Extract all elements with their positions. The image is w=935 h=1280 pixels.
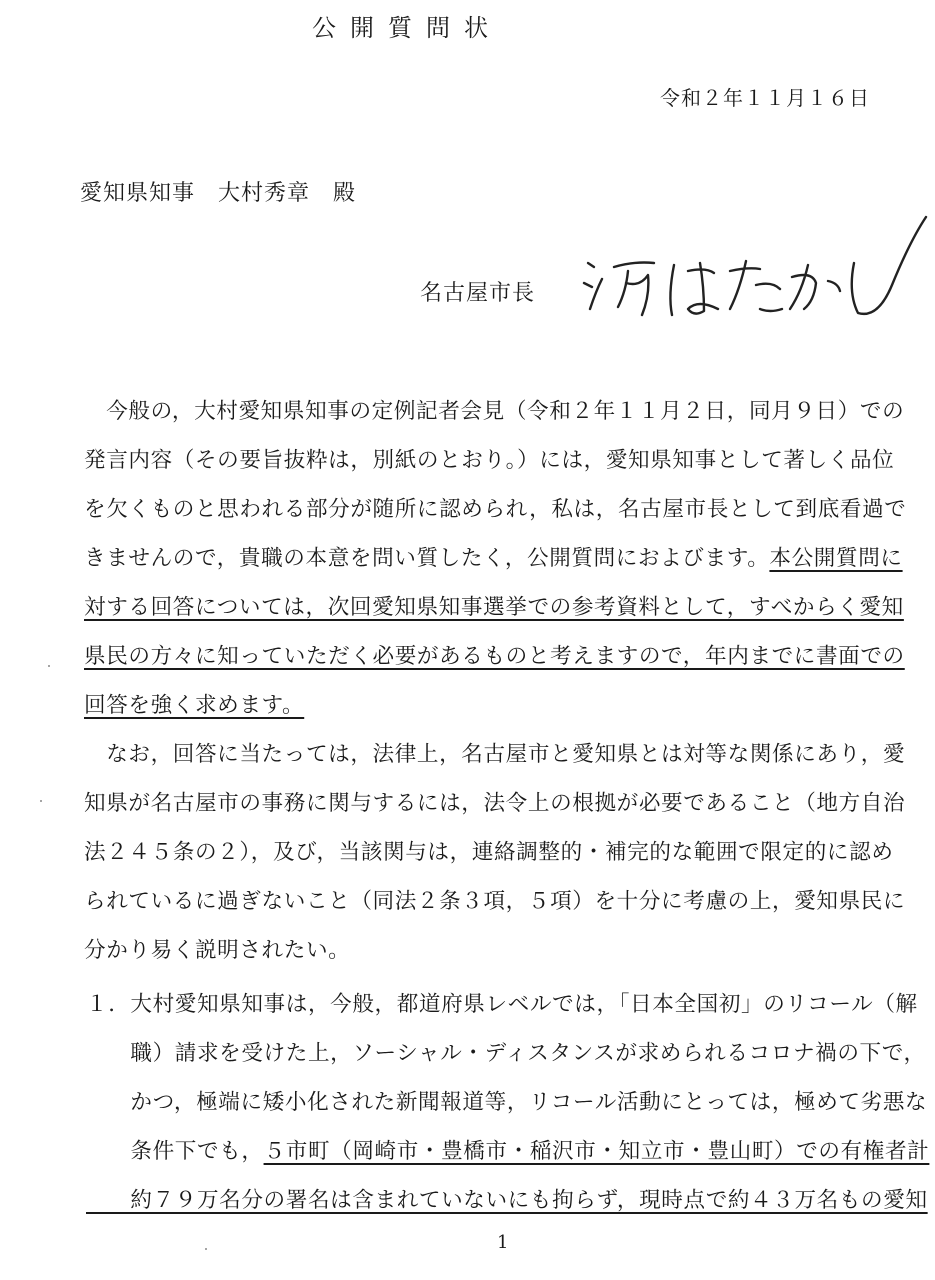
body-line — [84, 790, 905, 818]
document-date: 令和２年１１月１６日 — [660, 86, 870, 110]
body-line — [86, 1089, 927, 1117]
body-line — [86, 991, 918, 1019]
sender-title: 名古屋市長 — [420, 281, 536, 306]
body-line — [84, 888, 905, 916]
body-line — [84, 839, 894, 867]
document-title: 公開質問状 — [312, 14, 502, 42]
text-segment: 分かり易く説明されたい。 — [84, 938, 351, 963]
text-segment: なお，回答に当たっては，法律上，名古屋市と愛知県とは対等な関係にあり，愛 — [84, 742, 906, 767]
underlined-text: 本公開質問に — [769, 546, 903, 571]
text-segment: １．大村愛知県知事は，今般，都道府県レベルでは，「日本全国初」のリコール（解 — [86, 992, 918, 1017]
underlined-text: 県民の方々に知っていただく必要があるものと考えますので，年内までに書面での — [84, 644, 905, 669]
body-line — [84, 447, 894, 475]
underlined-text: ５市町（岡崎市・豊橋市・稲沢市・知立市・豊山町）での有権者計 — [263, 1139, 930, 1164]
addressee: 愛知県知事 大村秀章 殿 — [80, 181, 357, 206]
body-line — [86, 1040, 926, 1068]
underlined-text: 回答を強く求めます。 — [84, 693, 305, 718]
handwritten-signature — [570, 205, 930, 325]
body-line — [84, 545, 903, 573]
page-number: 1 — [497, 1232, 509, 1253]
text-segment: 条件下でも， — [86, 1139, 264, 1164]
body-line — [84, 692, 304, 720]
text-segment: 法２４５条の２），及び，当該関与は，連絡調整的・補完的な範囲で限定的に認め — [84, 840, 894, 865]
text-segment: かつ，極端に矮小化された新聞報道等，リコール活動にとっては，極めて劣悪な — [86, 1090, 928, 1115]
body-line — [84, 741, 905, 769]
text-segment: 知県が名古屋市の事務に関与するには，法令上の根拠が必要であること（地方自治 — [84, 791, 906, 816]
body-line — [84, 643, 905, 671]
text-segment: 発言内容（その要旨抜粋は，別紙のとおり。）には，愛知県知事として著しく品位 — [84, 448, 895, 473]
scan-speck — [40, 800, 42, 802]
body-line — [84, 594, 904, 622]
body-line — [84, 937, 350, 965]
text-segment: きませんので，貴職の本意を問い質したく，公開質問におよびます。 — [84, 546, 770, 571]
text-segment: られているに過ぎないこと（同法２条３項，５項）を十分に考慮の上，愛知県民に — [84, 889, 906, 914]
body-line — [84, 496, 906, 524]
scan-speck — [205, 1248, 207, 1250]
underlined-text: 約７９万名分の署名は含まれていないにも拘らず，現時点で約４３万名もの愛知 — [86, 1188, 928, 1213]
body-line — [84, 398, 904, 426]
text-segment: を欠くものと思われる部分が随所に認められ，私は，名古屋市長として到底看過で — [84, 497, 907, 522]
text-segment: 職）請求を受けた上，ソーシャル・ディスタンスが求められるコロナ禍の下で， — [86, 1041, 926, 1066]
text-segment: 今般の，大村愛知県知事の定例記者会見（令和２年１１月２日，同月９日）での — [84, 399, 905, 424]
body-line — [86, 1187, 928, 1215]
body-line — [86, 1138, 929, 1166]
underlined-text: 対する回答については，次回愛知県知事選挙での参考資料として，すべからく愛知 — [84, 595, 904, 620]
scan-speck — [48, 665, 50, 667]
